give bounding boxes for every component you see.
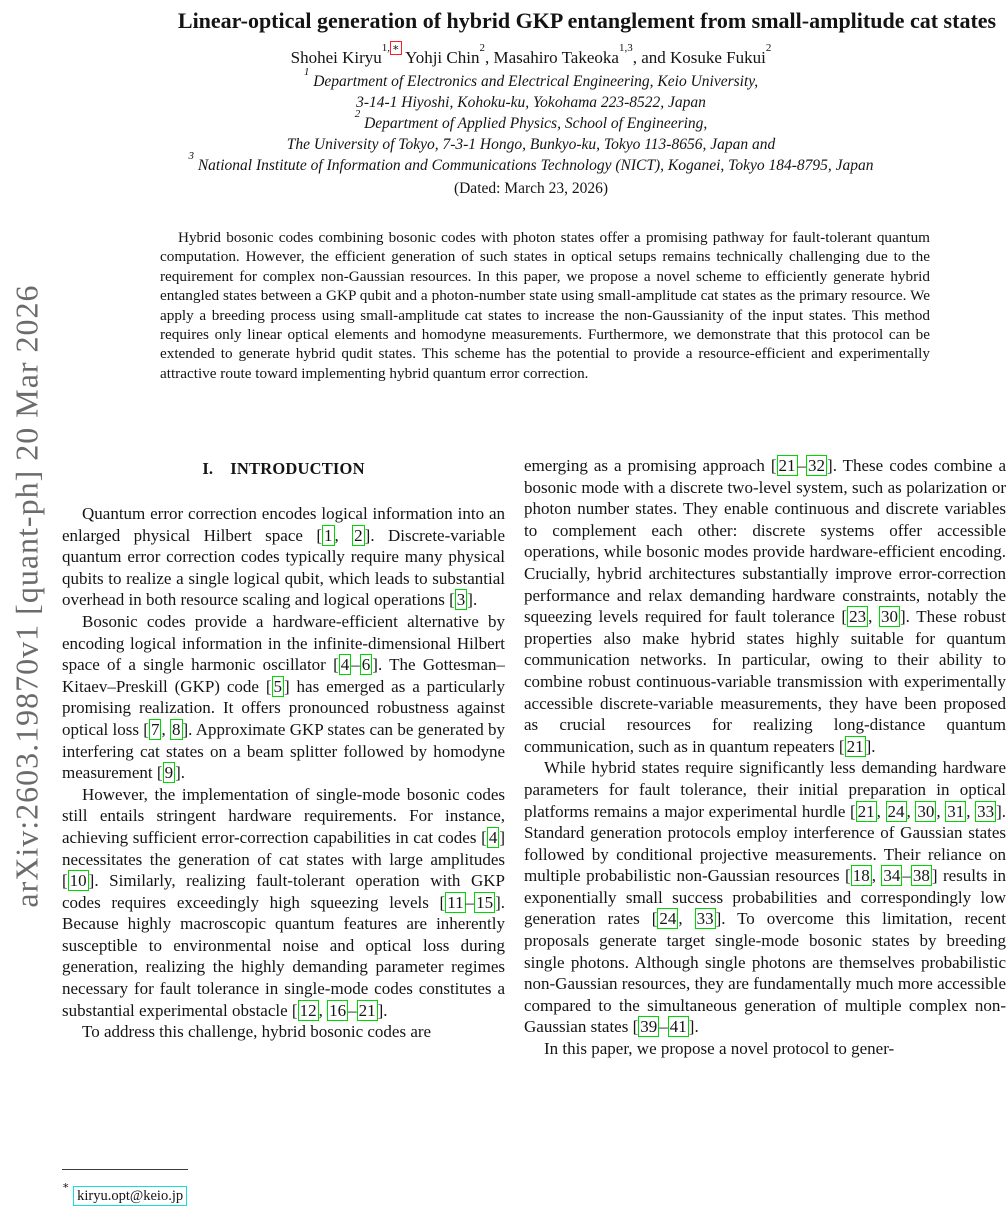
citation-group: [ 4 – 6 ] [333, 655, 378, 675]
email-link[interactable]: kiryu.opt@keio.jp [73, 1186, 187, 1206]
paragraph: In this paper, we propose a novel protocol to gener- [544, 1039, 895, 1059]
citation-group: [ 4 ] [481, 827, 505, 847]
citation-link[interactable]: 21 [358, 1000, 376, 1020]
page [0, 7, 1006, 1207]
citation-group: [ 18 , 34 – 38 ] [845, 866, 938, 886]
citation-link[interactable]: 21 [846, 736, 864, 756]
left-column-paragraphs [62, 503, 505, 1043]
arxiv-stamp-margin [0, 7, 56, 1207]
paragraph: Bosonic codes provide a hardware-efficient alternative by encoding logical information in the infinite-dimensional Hilbert space of a single harmonic oscillator [ 4 – 6 ]. The Gottesman–Kitaev–Preskill (GKP) code [ 5 ] has emerged as a particularly promising realization. It offers pronounced robustness against optical loss [ 7 , 8 ]. Approximate GKP states can be generated by interfering cat states on a beam splitter followed by homodyne measurement [ 9 ]. [62, 611, 505, 783]
citation-link[interactable]: 21 [778, 456, 796, 475]
citation-link[interactable]: 41 [669, 1017, 687, 1037]
citation-group: [ 1 , 2 ] [316, 525, 371, 545]
citation-group: [ 12 , 16 – 21 ] [291, 1000, 384, 1020]
citation-link[interactable]: 5 [273, 676, 282, 696]
citation-link[interactable]: 23 [849, 607, 867, 627]
affiliation-line: $^1$ Department of Electronics and Electrical Engineering, Keio University, [303, 65, 759, 90]
citation-group: [ 7 , 8 ] [143, 719, 189, 739]
citation-group: [ 23 , 30 ] [841, 607, 906, 627]
citation-group: [ 11 – 15 ] [439, 892, 501, 912]
citation-link[interactable]: 38 [912, 866, 930, 886]
citation-group: [ 39 – 41 ] [632, 1017, 695, 1037]
citation-link[interactable]: 11 [447, 892, 464, 912]
right-column [524, 455, 1006, 1207]
paper-header [56, 7, 1006, 198]
section-title: INTRODUCTION [230, 459, 365, 478]
citation-group: [ 10 ] [62, 871, 95, 891]
superscript: 1 [303, 65, 310, 78]
citation-link[interactable]: 32 [808, 456, 826, 475]
superscript: 2 [765, 42, 772, 55]
paragraph: While hybrid states require significantly less demanding hardware parameters for fault tolerance, their initial preparation in optical platforms remains a major experimental hurdle [ 21 , 24 , 30 , 31 , 33 ]. Standard generation protocols employ interference of Gaussian states followed by conditional projective measurements. Their reliance on multiple probabilistic non-Gaussian resources [ 18 , 34 – 38 ] results in exponentially small success probabilities and correspondingly low generation rates [ 24 , 33 ]. To overcome this limitation, recent proposals generate target single-mode bosonic states by breeding single photons. Although single photons are themselves probabilistic non-Gaussian resources, they are fundamentally much more accessible compared to the simultaneous generation of multiple complex non-Gaussian states [ 39 – 41 ]. [524, 758, 1006, 1037]
date-line: (Dated: March 23, 2026) [453, 180, 609, 197]
citation-group: [ 21 , 24 , 30 , 31 , 33 ] [849, 801, 1002, 821]
citation-link[interactable]: 2 [354, 525, 363, 545]
arxiv-stamp: arXiv:2603.19870v1 [quant-ph] 20 Mar 2026 [8, 284, 45, 908]
citation-link[interactable]: 3 [456, 590, 466, 610]
citation-group: [ 3 ] [449, 590, 473, 610]
author-line: Shohei Kiryu$^{1,}$ ∗ Yohji Chin$^2$, Masahiro Takeoka$^{1,3}$, and Kosuke Fukui$^2$ [290, 42, 772, 67]
citation-link[interactable]: 24 [887, 801, 905, 821]
footnote-marker: ∗ [62, 1180, 70, 1193]
footnote-rule [62, 1169, 188, 1170]
citation-link[interactable]: 4 [340, 655, 350, 675]
citation-link[interactable]: 12 [299, 1000, 317, 1020]
right-column-paragraphs [524, 455, 1006, 1060]
section-number: I. [202, 459, 214, 478]
affiliation-line: $^3$ National Institute of Information and Communications Technology (NICT), Koganei, Tokyo 184-8795, Japan [188, 149, 874, 174]
citation-link[interactable]: 33 [696, 909, 714, 929]
author-footnote-link[interactable]: ∗ [392, 42, 400, 55]
citation-link[interactable]: 10 [69, 871, 87, 891]
citation-group: [ 24 , 33 ] [651, 909, 722, 929]
citation-link[interactable]: 39 [640, 1017, 658, 1037]
citation-group: [ 5 ] [265, 676, 290, 696]
citation-link[interactable]: 24 [659, 909, 677, 929]
affiliation-line: The University of Tokyo, 7-3-1 Hongo, Bunkyo-ku, Tokyo 113-8656, Japan and [286, 136, 776, 153]
citation-link[interactable]: 1 [324, 525, 333, 545]
body-columns [62, 455, 1006, 1207]
superscript: 2 [354, 107, 361, 120]
abstract: Hybrid bosonic codes combining bosonic codes with photon states offer a promising pathway for fault-tolerant quantum computation. However, the efficient generation of such states in optical setups remains technically challenging due to the requirement for complex non-Gaussian resources. In this paper, we propose a novel scheme to efficiently generate hybrid entangled states between a GKP qubit and a photon-number state using small-amplitude cat states as the primary resource. We apply a breeding process using small-amplitude cat states to increase the non-Gaussianity of the input states. This method requires only linear optical elements and homodyne measurements. Furthermore, we demonstrate that this protocol can be extended to generate hybrid qudit states. This scheme has the potential to provide a resource-efficient and experimentally attractive route toward implementing hybrid quantum error correction. [160, 229, 930, 382]
citation-link[interactable]: 21 [857, 801, 875, 821]
citation-link[interactable]: 9 [164, 763, 174, 783]
section-heading-introduction [62, 459, 505, 479]
citation-link[interactable]: 6 [361, 655, 371, 675]
citation-link[interactable]: 8 [172, 719, 181, 739]
footnote-text [62, 1180, 505, 1205]
citation-link[interactable]: 16 [329, 1000, 347, 1020]
citation-link[interactable]: 4 [488, 827, 498, 847]
superscript: 2 [479, 42, 485, 55]
citation-link[interactable]: 7 [150, 719, 160, 739]
citation-link[interactable]: 30 [917, 801, 935, 821]
superscript: 3 [188, 149, 194, 162]
citation-link[interactable]: 15 [476, 892, 494, 912]
citation-group: [ 9 ] [156, 763, 181, 783]
citation-link[interactable]: 33 [977, 801, 995, 821]
affiliation-block [56, 65, 1006, 176]
affiliation-line: $^2$ Department of Applied Physics, School of Engineering, [354, 107, 708, 132]
paragraph: To address this challenge, hybrid bosonic codes are [82, 1022, 432, 1042]
citation-group: [ 21 ] [838, 736, 872, 756]
citation-link[interactable]: 34 [883, 866, 901, 886]
citation-link[interactable]: 30 [881, 607, 898, 627]
citation-group: [ 21 – 32 ] [770, 456, 833, 475]
citation-link[interactable]: 31 [947, 801, 965, 821]
left-column [62, 455, 505, 1207]
paragraph: emerging as a promising approach [ 21 – 32 ]. These codes combine a bosonic mode with a discrete two-level system, such as polarization or photon number states. They enable continuous and discrete variables to complement each other: discrete systems offer accessible operations, while bosonic modes provide hardware-efficient encoding. Crucially, hybrid architectures substantially improve error-correction performance and relax demanding hardware constraints, notably the squeezing levels required for fault tolerance [ 23 , 30 ]. These robust properties also make hybrid states highly suitable for quantum communication networks. In particular, owing to their ability to combine robust continuous-variable transmission with experimentally accessible discrete-variable measurements, they have been proposed as crucial resources for realizing long-distance quantum communication, such as in quantum repeaters [ 21 ]. [524, 456, 1006, 756]
paragraph: However, the implementation of single-mode bosonic codes still entails stringent hardware requirements. For instance, achieving sufficient error-correction capabilities in cat codes [ 4 ] necessitates the generation of cat states with large amplitudes [ 10 ]. Similarly, realizing fault-tolerant operation with GKP codes requires exceedingly high squeezing levels [ 11 – 15 ]. Because highly macroscopic quantum features are inherently susceptible to environmental noise and optical loss during generation, realizing the highly demanding parameter regimes necessary for fault tolerance in single-mode codes constitutes a substantial experimental obstacle [ 12 , 16 – 21 ]. [62, 784, 505, 1020]
superscript: 1, [381, 42, 391, 55]
affiliation-line: 3-14-1 Hiyoshi, Kohoku-ku, Yokohama 223-8522, Japan [356, 94, 706, 111]
paper-title: Linear-optical generation of hybrid GKP entanglement from small-amplitude cat states [177, 8, 997, 33]
citation-link[interactable]: 18 [852, 866, 870, 886]
paragraph: Quantum error correction encodes logical information into an enlarged physical Hilbert space [ 1 , 2 ]. Discrete-variable quantum error correction codes typically require many physical qubits to realize a single logical qubit, which leads to substantial overhead in both resource scaling and logical operations [ 3 ]. [62, 504, 505, 610]
superscript: 1,3 [618, 42, 633, 55]
